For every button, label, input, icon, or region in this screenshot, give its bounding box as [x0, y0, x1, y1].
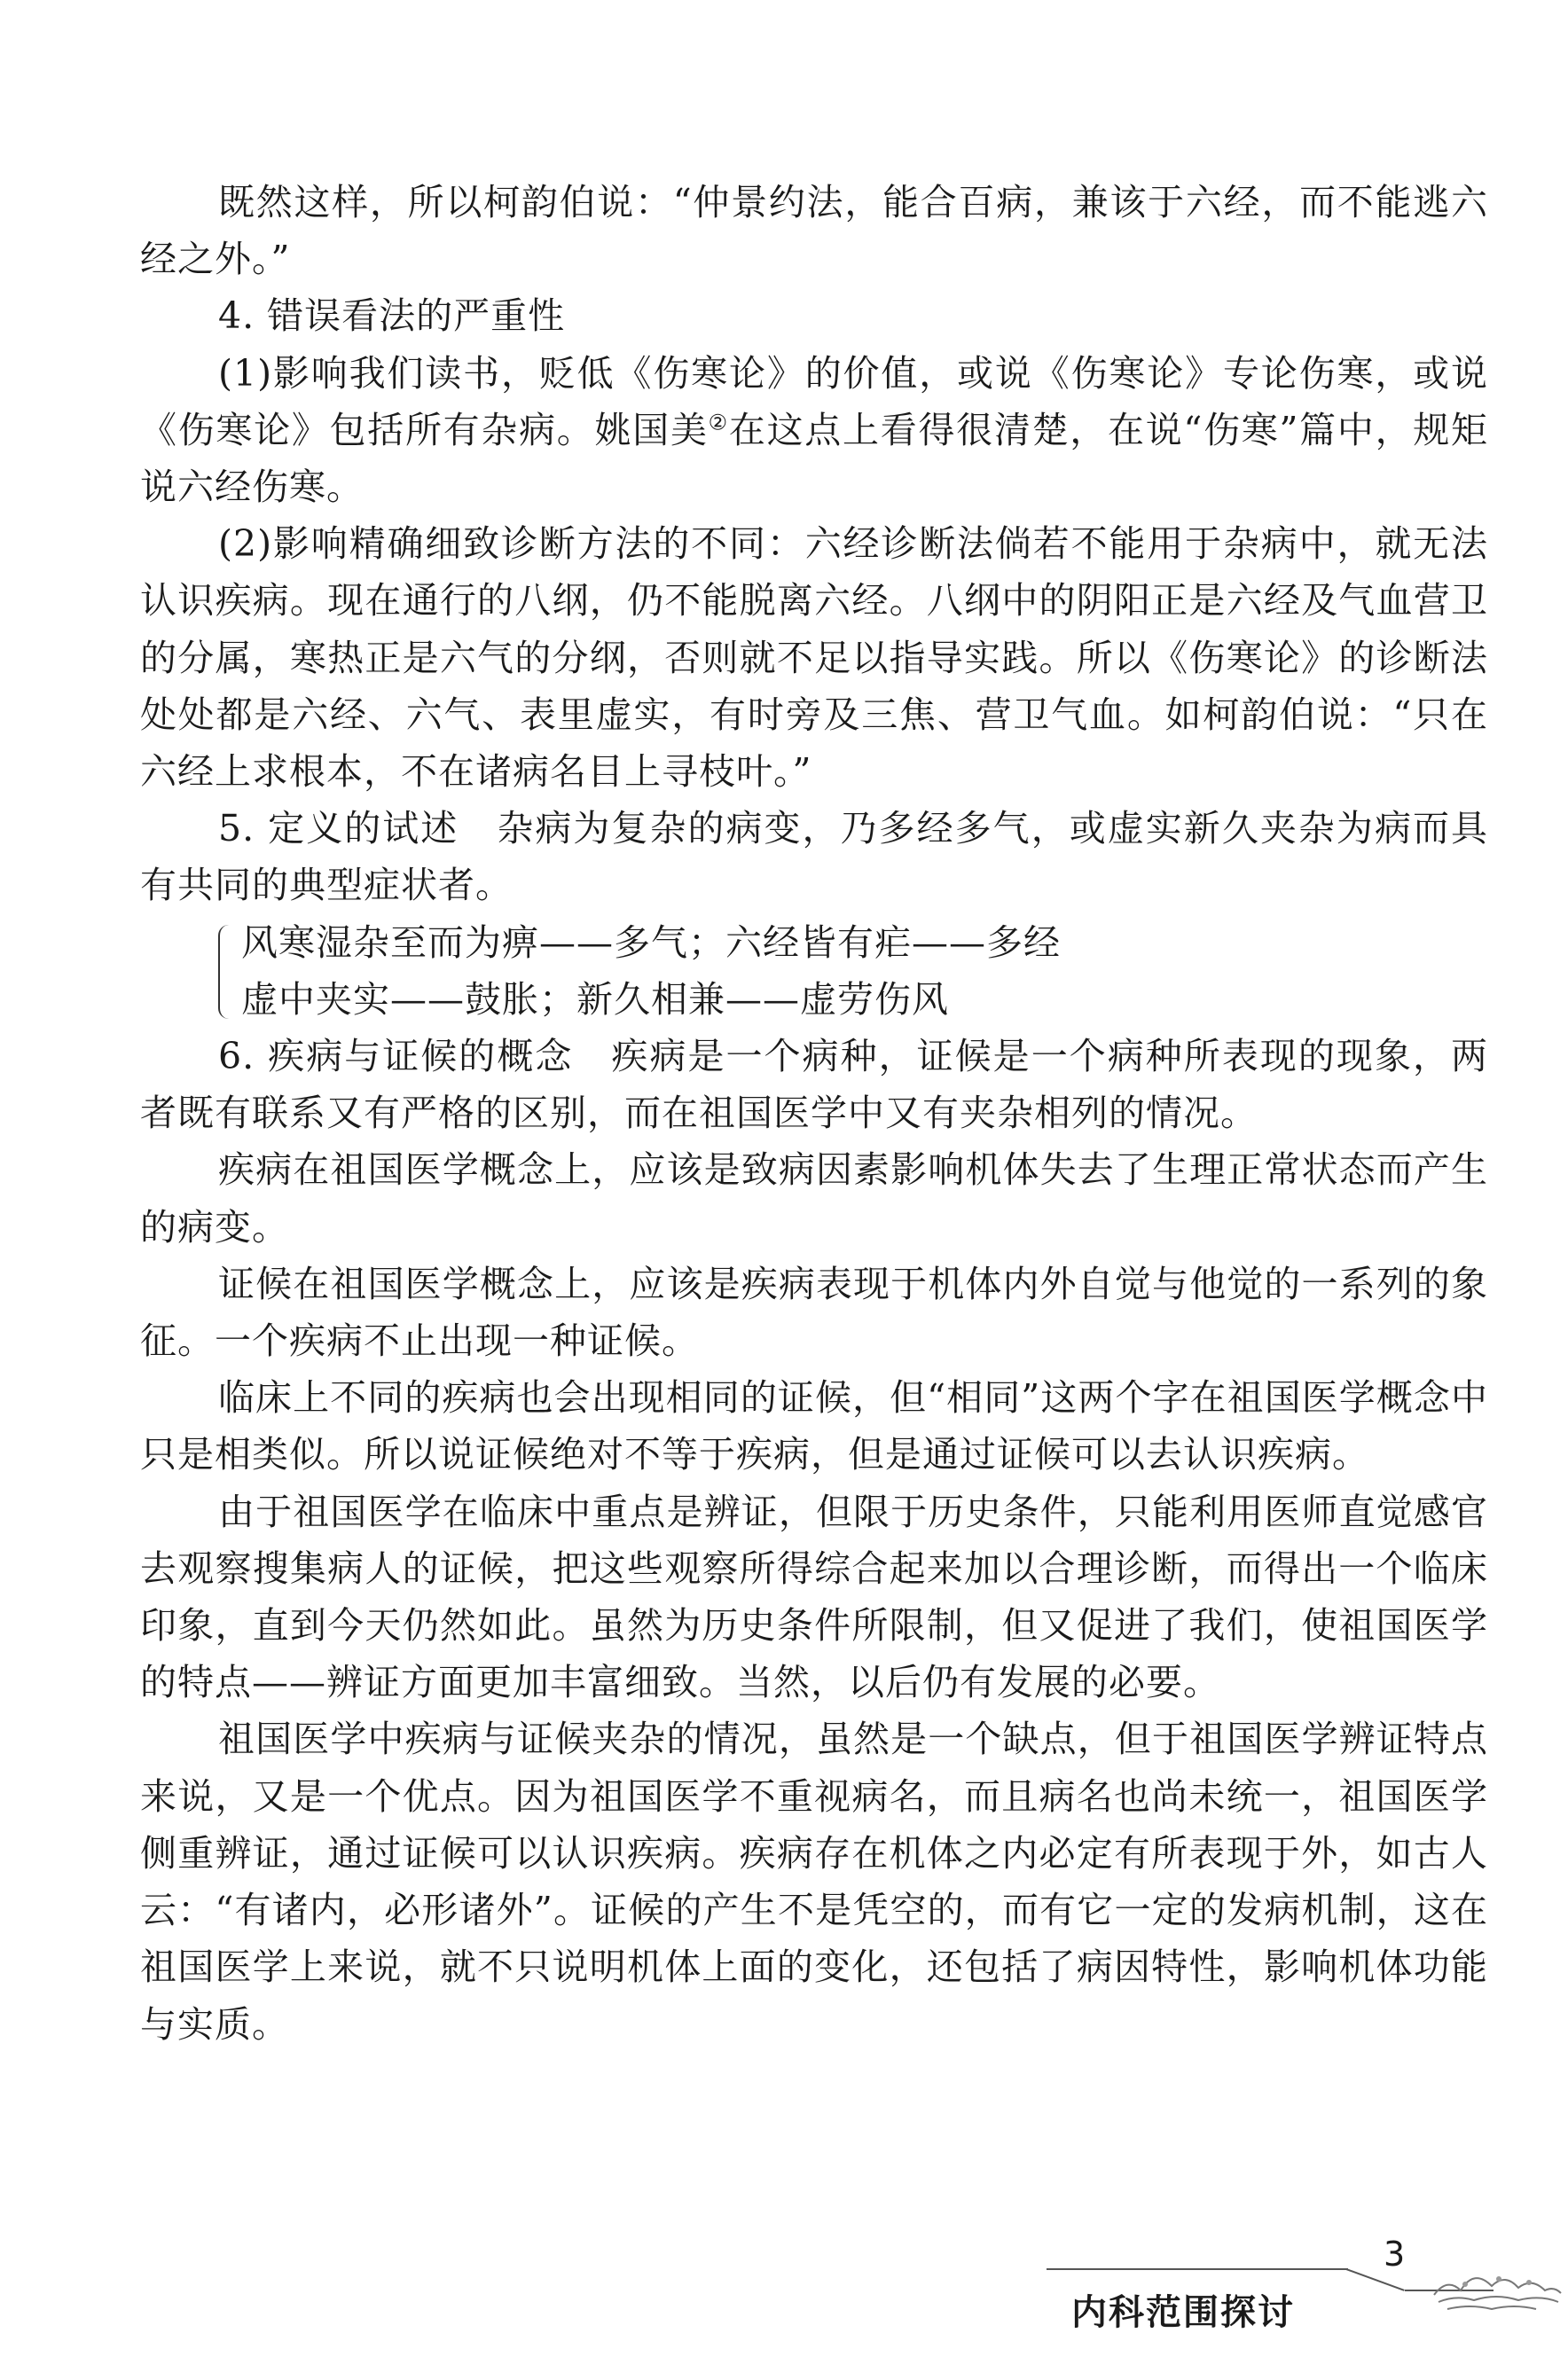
bracket-list: [218, 914, 1488, 1028]
brace-icon: [218, 925, 232, 1019]
paragraph-8: 证候在祖国医学概念上，应该是疾病表现于机体内外自觉与他觉的一系列的象征。一个疾病不止出现一种证候。: [140, 1262, 1488, 1363]
paragraph-11: 祖国医学中疾病与证候夹杂的情况，虽然是一个缺点，但于祖国医学辨证特点来说，又是一个优点。因为祖国医学不重视病名，而且病名也尚未统一，祖国医学侧重辨证，通过证候可以认识疾病。疾病存在机体之内必定有所表现于外，如古人云：“有诸内，必形诸外”。证候的产生不是凭空的，而有它一定的发病机制，这在祖国医学上来说，就不只说明机体上面的变化，还包括了病因特性，影响机体功能与实质。: [140, 1718, 1488, 2046]
page-number: 3: [1384, 2235, 1406, 2274]
paragraph-3: [140, 345, 1488, 516]
heading-4: 4. 错误看法的严重性: [218, 294, 566, 338]
paragraph-10: 由于祖国医学在临床中重点是辨证，但限于历史条件，只能利用医师直觉感官去观察搜集病人的证候，把这些观察所得综合起来加以合理诊断，而得出一个临床印象，直到今天仍然如此。虽然为历史条件所限制，但又促进了我们，使祖国医学的特点——辨证方面更加丰富细致。当然，以后仍有发展的必要。: [140, 1490, 1488, 1704]
footer-rule: [1047, 2268, 1348, 2270]
paragraph-7: 疾病在祖国医学概念上，应该是致病因素影响机体失去了生理正常状态而产生的病变。: [140, 1148, 1488, 1249]
paragraph-6: 6. 疾病与证候的概念 疾病是一个病种，证候是一个病种所表现的现象，两者既有联系又有严格的区别，而在祖国医学中又有夹杂相列的情况。: [140, 1035, 1488, 1135]
landscape-ornament-icon: [1430, 2251, 1563, 2321]
paragraph-9: 临床上不同的疾病也会出现相同的证候，但“相同”这两个字在祖国医学概念中只是相类似。所以说证候绝对不等于疾病，但是通过证候可以去认识疾病。: [140, 1376, 1488, 1476]
paragraph-3-part-a: (1)影响我们读书，贬低《伤寒论》的价值，或说《伤寒论》专论伤寒，或说《伤寒论》包括所有杂病。姚国美: [140, 351, 1488, 451]
paragraph-5: 5. 定义的试述 杂病为复杂的病变，乃多经多气，或虚实新久夹杂为病而具有共同的典型症状者。: [140, 807, 1488, 907]
footer-section-title: 内科范围探讨: [1071, 2292, 1295, 2333]
footnote-marker: ②: [708, 410, 729, 435]
bracket-line-2: 虚中夹实——鼓胀；新久相兼——虚劳伤风: [241, 977, 949, 1021]
paragraph-4: (2)影响精确细致诊断方法的不同：六经诊断法倘若不能用于杂病中，就无法认识疾病。现在通行的八纲，仍不能脱离六经。八纲中的阴阳正是六经及气血营卫的分属，寒热正是六气的分纲，否则就不足以指导实践。所以《伤寒论》的诊断法处处都是六经、六气、表里虚实，有时旁及三焦、营卫气血。如柯韵伯说：“只在六经上求根本，不在诸病名目上寻枝叶。”: [140, 522, 1488, 794]
page-body: [140, 174, 1488, 2053]
paragraph-3-part-b: 在这点上看得很清楚，在说“伤寒”篇中，规矩说六经伤寒。: [140, 408, 1489, 509]
bracket-line-1: 风寒湿杂至而为痹——多气；六经皆有疟——多经: [241, 920, 1061, 964]
paragraph-1: 既然这样，所以柯韵伯说：“仲景约法，能合百病，兼该于六经，而不能逃六经之外。”: [140, 181, 1488, 281]
